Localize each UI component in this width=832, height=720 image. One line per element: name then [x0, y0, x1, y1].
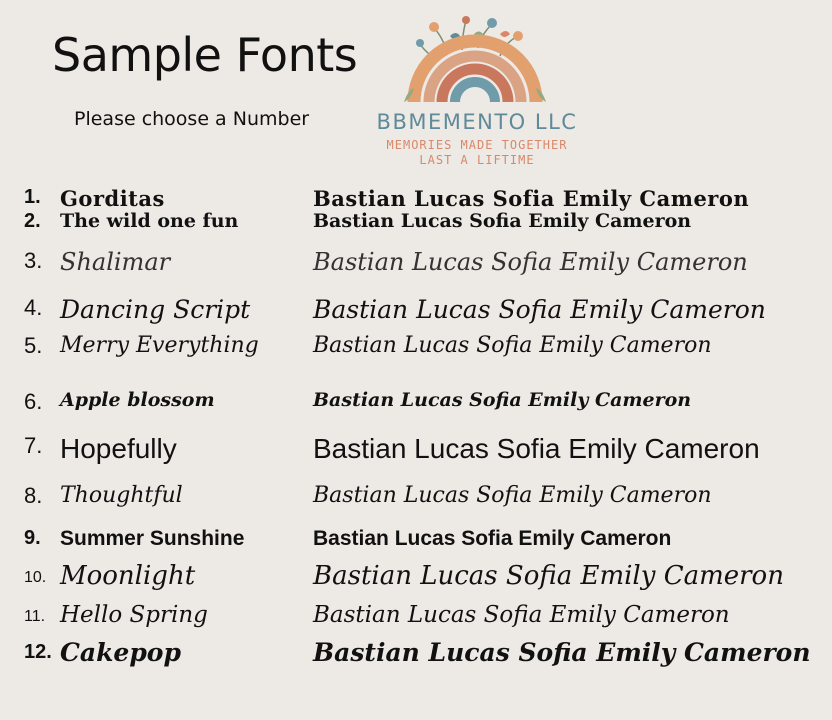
- font-sample: Bastian Lucas Sofia Emily Cameron: [313, 389, 692, 411]
- font-sample: Bastian Lucas Sofia Emily Cameron: [313, 527, 672, 550]
- font-number: 1.: [24, 186, 41, 208]
- brand-logo: [352, 14, 602, 174]
- font-sample: Bastian Lucas Sofia Emily Cameron: [313, 561, 784, 591]
- font-name: Hello Spring: [60, 602, 208, 628]
- brand-tagline-line1: MEMORIES MADE TOGETHER: [386, 138, 568, 152]
- font-number: 4.: [24, 295, 43, 320]
- font-name: Hopefully: [60, 433, 177, 464]
- font-sample: Bastian Lucas Sofia Emily Cameron: [313, 210, 692, 232]
- font-number: 5.: [24, 333, 43, 358]
- font-name: Summer Sunshine: [60, 527, 245, 550]
- font-number: 9.: [24, 527, 41, 549]
- font-name: Shalimar: [60, 248, 171, 276]
- font-number: 11.: [24, 608, 46, 625]
- page-title: Sample Fonts: [52, 28, 358, 82]
- font-name: Thoughtful: [60, 483, 183, 508]
- font-sample: Bastian Lucas Sofia Emily Cameron: [313, 295, 766, 324]
- font-number: 12.: [24, 641, 52, 663]
- brand-name: BBMEMENTO LLC: [376, 110, 578, 134]
- font-number: 7.: [24, 433, 43, 458]
- font-sample: Bastian Lucas Sofia Emily Cameron: [313, 333, 712, 358]
- boho-rainbow-icon: [400, 14, 550, 106]
- font-name: Moonlight: [60, 561, 196, 591]
- font-sample: Bastian Lucas Sofia Emily Cameron: [313, 248, 748, 276]
- font-name: The wild one fun: [60, 210, 239, 232]
- page-subtitle: Please choose a Number: [74, 108, 310, 130]
- font-number: 6.: [24, 389, 43, 414]
- font-number: 3.: [24, 248, 43, 273]
- font-name: Dancing Script: [60, 295, 251, 324]
- font-name: Gorditas: [60, 186, 165, 211]
- brand-tagline-line2: LAST A LIFTIME: [419, 153, 535, 167]
- font-number: 8.: [24, 483, 43, 508]
- font-number: 2.: [24, 210, 41, 232]
- font-sample: Bastian Lucas Sofia Emily Cameron: [313, 186, 750, 211]
- font-number: 10.: [24, 569, 47, 586]
- font-name: Apple blossom: [60, 389, 215, 411]
- font-sample: Bastian Lucas Sofia Emily Cameron: [313, 433, 760, 464]
- font-name: Merry Everything: [60, 333, 259, 358]
- font-sample: Bastian Lucas Sofia Emily Cameron: [313, 638, 811, 667]
- font-sample: Bastian Lucas Sofia Emily Cameron: [313, 483, 712, 508]
- font-name: Cakepop: [60, 638, 181, 667]
- font-sample: Bastian Lucas Sofia Emily Cameron: [313, 602, 730, 628]
